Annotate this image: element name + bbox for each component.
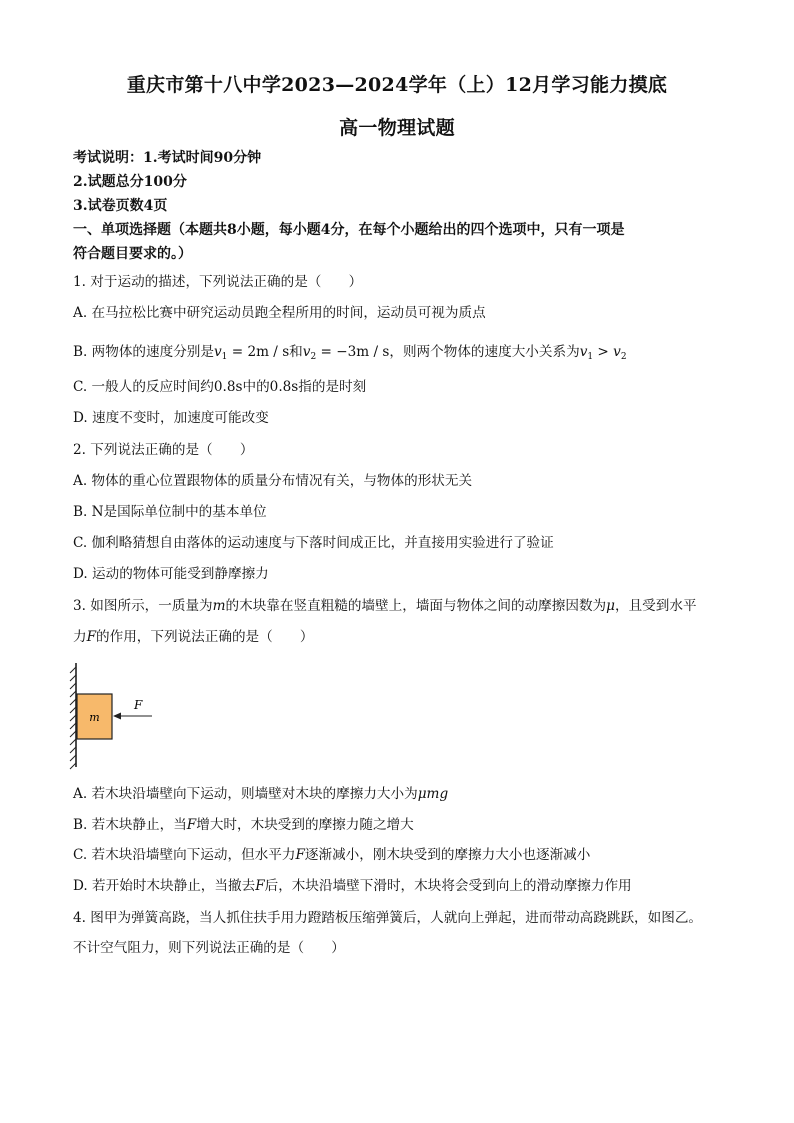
wall-hatching	[70, 663, 76, 769]
option-text: = −3m / s，则两个物体的速度大小关系为	[316, 344, 580, 360]
question-1-stem: 1. 对于运动的描述，下列说法正确的是（ ）	[73, 274, 363, 290]
section-heading-cont: 符合题目要求的。）	[73, 246, 192, 262]
question-1-option-d: D. 速度不变时，加速度可能改变	[73, 410, 269, 426]
question-1-option-b	[73, 342, 733, 367]
velocity-symbol: v	[613, 344, 621, 360]
option-text: B. 两物体的速度分别是	[73, 344, 214, 360]
question-2-option-c: C. 伽利略猜想自由落体的运动速度与下落时间成正比，并直接用实验进行了验证	[73, 535, 554, 551]
option-text: D. 若开始时木块静止，当撤去	[73, 878, 256, 894]
section-heading: 一、单项选择题（本题共8小题，每小题4分，在每个小题给出的四个选项中，只有一项是	[73, 222, 625, 238]
velocity-symbol: v	[213, 344, 222, 360]
question-3-option-a	[73, 784, 733, 804]
friction-expression: μmg	[417, 786, 449, 802]
question-2-option-a: A. 物体的重心位置跟物体的质量分布情况有关，与物体的形状无关	[73, 473, 473, 489]
force-arrow-head-icon	[113, 713, 121, 720]
question-2-option-d: D. 运动的物体可能受到静摩擦力	[73, 566, 269, 582]
force-symbol: F	[295, 847, 305, 863]
question-3-option-d	[73, 876, 733, 896]
subscript: 2	[310, 352, 317, 362]
exam-instructions-pages: 3.试卷页数4页	[73, 198, 168, 214]
option-text: A. 若木块沿墙壁向下运动，则墙壁对木块的摩擦力大小为	[73, 786, 418, 802]
stem-text: 的作用，下列说法正确的是（ ）	[96, 629, 314, 645]
option-text: 逐渐减小，刚木块受到的摩擦力大小也逐渐减小	[304, 847, 591, 863]
exam-instructions-time: 考试说明：1.考试时间90分钟	[73, 150, 262, 166]
subscript: 1	[587, 352, 594, 362]
wall-block-figure	[66, 661, 162, 771]
option-text: = 2m / s和	[227, 344, 303, 360]
option-text: 增大时，木块受到的摩擦力随之增大	[196, 817, 414, 833]
stem-text: 的木块靠在竖直粗糙的墙壁上，墙面与物体之间的动摩擦因数为	[225, 598, 607, 614]
question-4-stem-cont: 不计空气阻力，则下列说法正确的是（ ）	[73, 940, 345, 956]
question-1-option-c: C. 一般人的反应时间约0.8s中的0.8s指的是时刻	[73, 379, 367, 395]
question-2-option-b: B. N是国际单位制中的基本单位	[73, 504, 267, 520]
option-text: B. 若木块静止，当	[73, 817, 187, 833]
mass-symbol: m	[212, 598, 226, 614]
force-label: F	[134, 698, 143, 712]
question-4-stem: 4. 图甲为弹簧高跷，当人抓住扶手用力蹬踏板压缩弹簧后，人就向上弹起，进而带动高跷跳跃，如图乙。	[73, 910, 703, 926]
exam-instructions-score: 2.试题总分100分	[73, 174, 187, 190]
option-text: >	[593, 344, 614, 360]
question-3-option-b	[73, 815, 733, 835]
force-symbol: F	[186, 817, 197, 833]
velocity-symbol: v	[579, 344, 588, 360]
force-symbol: F	[86, 629, 97, 645]
friction-coefficient-symbol: μ	[606, 598, 615, 614]
stem-text: ，且受到水平	[615, 598, 697, 614]
stem-text: 3. 如图所示，一质量为	[73, 598, 213, 614]
exam-title: 重庆市第十八中学2023—2024学年（上）12月学习能力摸底	[126, 74, 668, 96]
question-3-option-c	[73, 845, 733, 865]
option-text: C. 若木块沿墙壁向下运动，但水平力	[73, 847, 296, 863]
option-text: 后，木块沿墙壁下滑时，木块将会受到向上的滑动摩擦力作用	[264, 878, 632, 894]
stem-text: 力	[73, 629, 87, 645]
subscript: 1	[221, 352, 228, 362]
force-symbol: F	[255, 878, 265, 894]
question-3-stem	[73, 596, 733, 616]
velocity-symbol: v	[302, 344, 311, 360]
exam-subject-title: 高一物理试题	[339, 117, 455, 139]
question-3-stem-cont	[73, 627, 733, 647]
block-mass-label: m	[89, 711, 100, 724]
question-2-stem: 2. 下列说法正确的是（ ）	[73, 442, 254, 458]
question-1-option-a: A. 在马拉松比赛中研究运动员跑全程所用的时间，运动员可视为质点	[73, 305, 486, 321]
subscript: 2	[620, 352, 627, 362]
